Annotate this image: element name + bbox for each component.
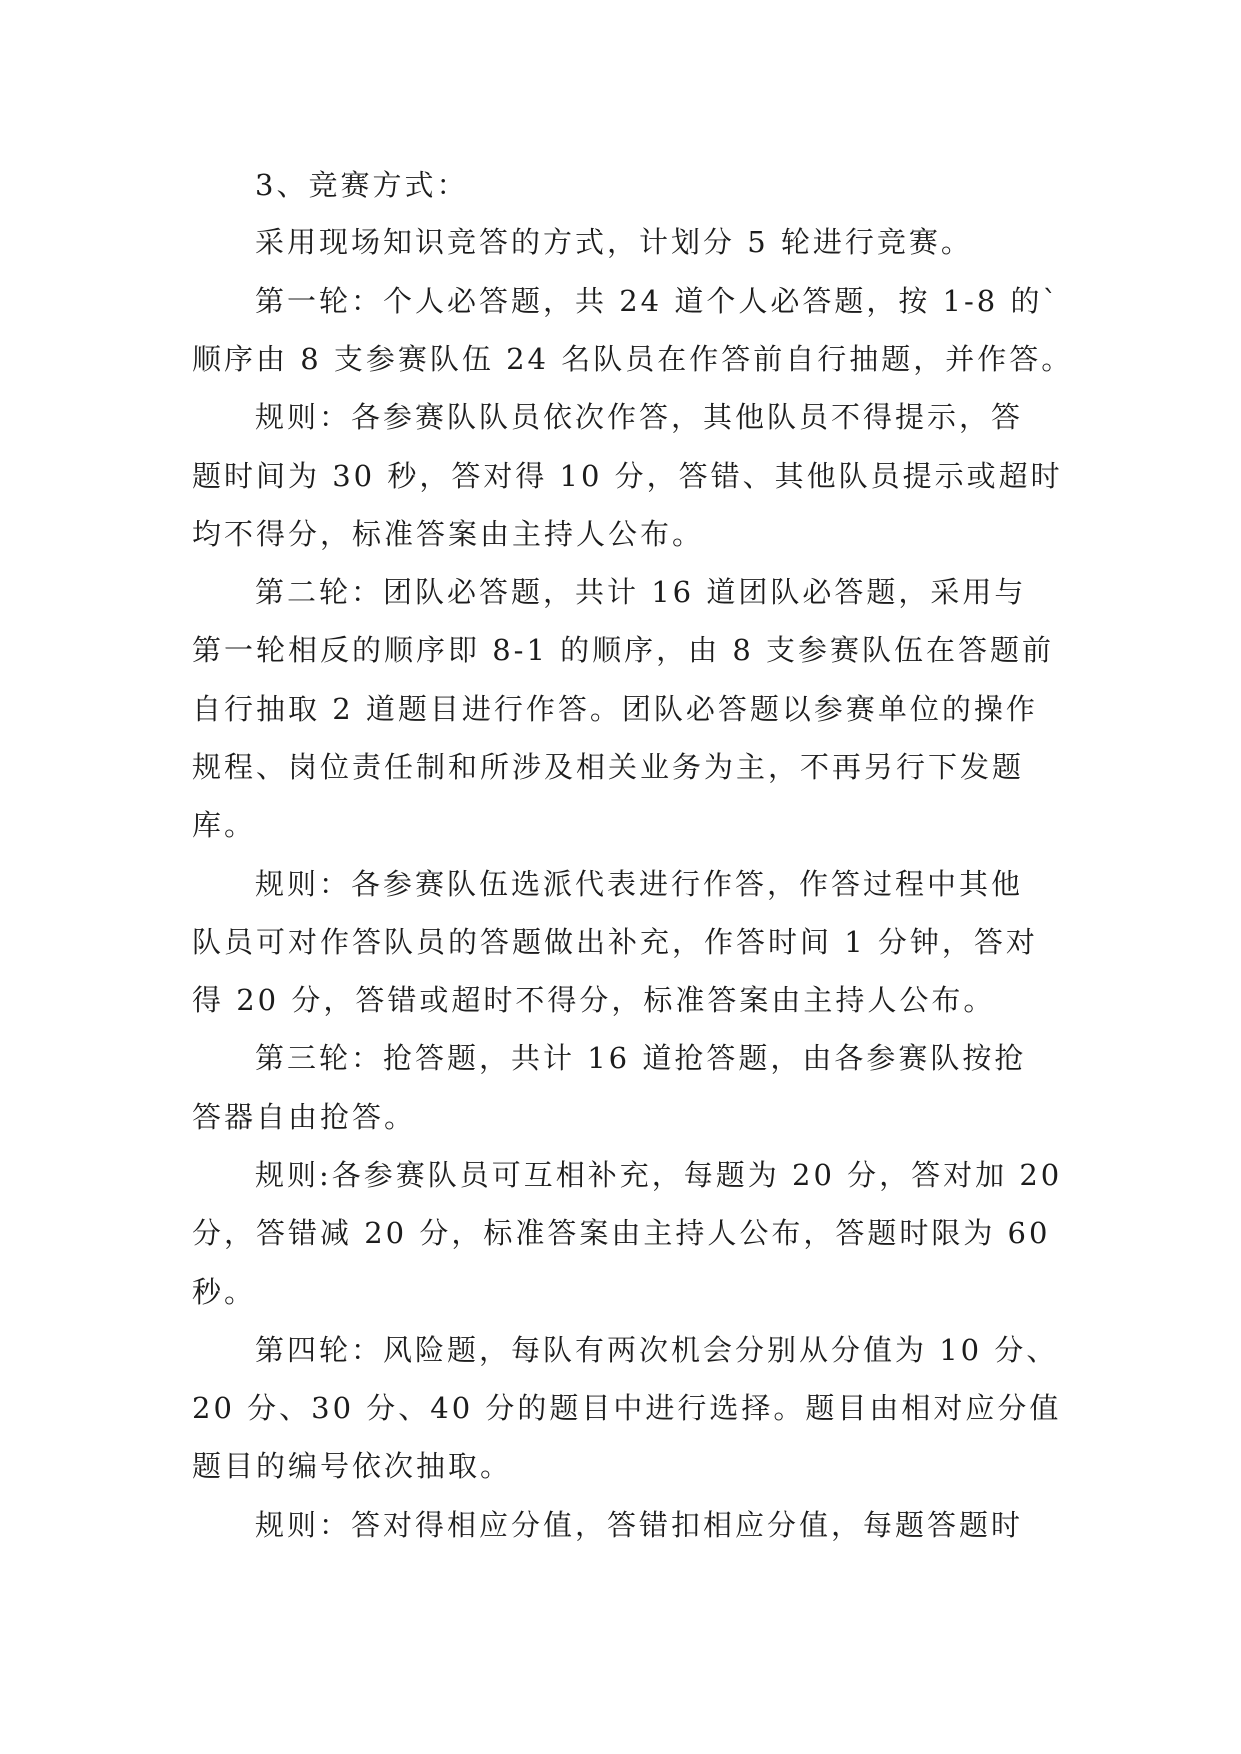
text-line: 队员可对作答队员的答题做出补充，作答时间 1 分钟，答对 <box>192 925 1038 959</box>
text-line: 规则：各参赛队伍选派代表进行作答，作答过程中其他 <box>255 867 1024 901</box>
text-line: 第二轮：团队必答题，共计 16 道团队必答题，采用与 <box>255 575 1027 609</box>
text-line: 题目的编号依次抽取。 <box>192 1449 513 1483</box>
text-line: 第一轮：个人必答题，共 24 道个人必答题，按 1-8 的` <box>255 284 1060 318</box>
text-line: 答器自由抢答。 <box>192 1100 417 1134</box>
text-line: 第一轮相反的顺序即 8-1 的顺序，由 8 支参赛队伍在答题前 <box>192 633 1055 667</box>
text-line: 得 20 分，答错或超时不得分，标准答案由主持人公布。 <box>192 983 996 1017</box>
text-line: 库。 <box>192 808 257 842</box>
text-line: 秒。 <box>192 1275 257 1309</box>
text-line: 规则：答对得相应分值，答错扣相应分值，每题答题时 <box>255 1508 1024 1542</box>
text-line: 分，答错减 20 分，标准答案由主持人公布，答题时限为 60 <box>192 1216 1051 1250</box>
text-line: 规则：各参赛队队员依次作答，其他队员不得提示，答 <box>255 400 1024 434</box>
text-line: 采用现场知识竞答的方式，计划分 5 轮进行竞赛。 <box>255 225 973 259</box>
text-line: 顺序由 8 支参赛队伍 24 名队员在作答前自行抽题，并作答。 <box>192 342 1074 376</box>
text-line: 均不得分，标准答案由主持人公布。 <box>192 517 705 551</box>
text-line: 3、竞赛方式： <box>255 168 469 202</box>
text-line: 规则:各参赛队员可互相补充，每题为 20 分，答对加 20 <box>255 1158 1063 1192</box>
text-line: 自行抽取 2 道题目进行作答。团队必答题以参赛单位的操作 <box>192 692 1038 726</box>
text-line: 规程、岗位责任制和所涉及相关业务为主，不再另行下发题 <box>192 750 1025 784</box>
text-line: 第四轮：风险题，每队有两次机会分别从分值为 10 分、 <box>255 1333 1059 1367</box>
text-line: 20 分、30 分、40 分的题目中进行选择。题目由相对应分值 <box>192 1391 1062 1425</box>
text-line: 第三轮：抢答题，共计 16 道抢答题，由各参赛队按抢 <box>255 1041 1027 1075</box>
text-line: 题时间为 30 秒，答对得 10 分，答错、其他队员提示或超时 <box>192 459 1063 493</box>
